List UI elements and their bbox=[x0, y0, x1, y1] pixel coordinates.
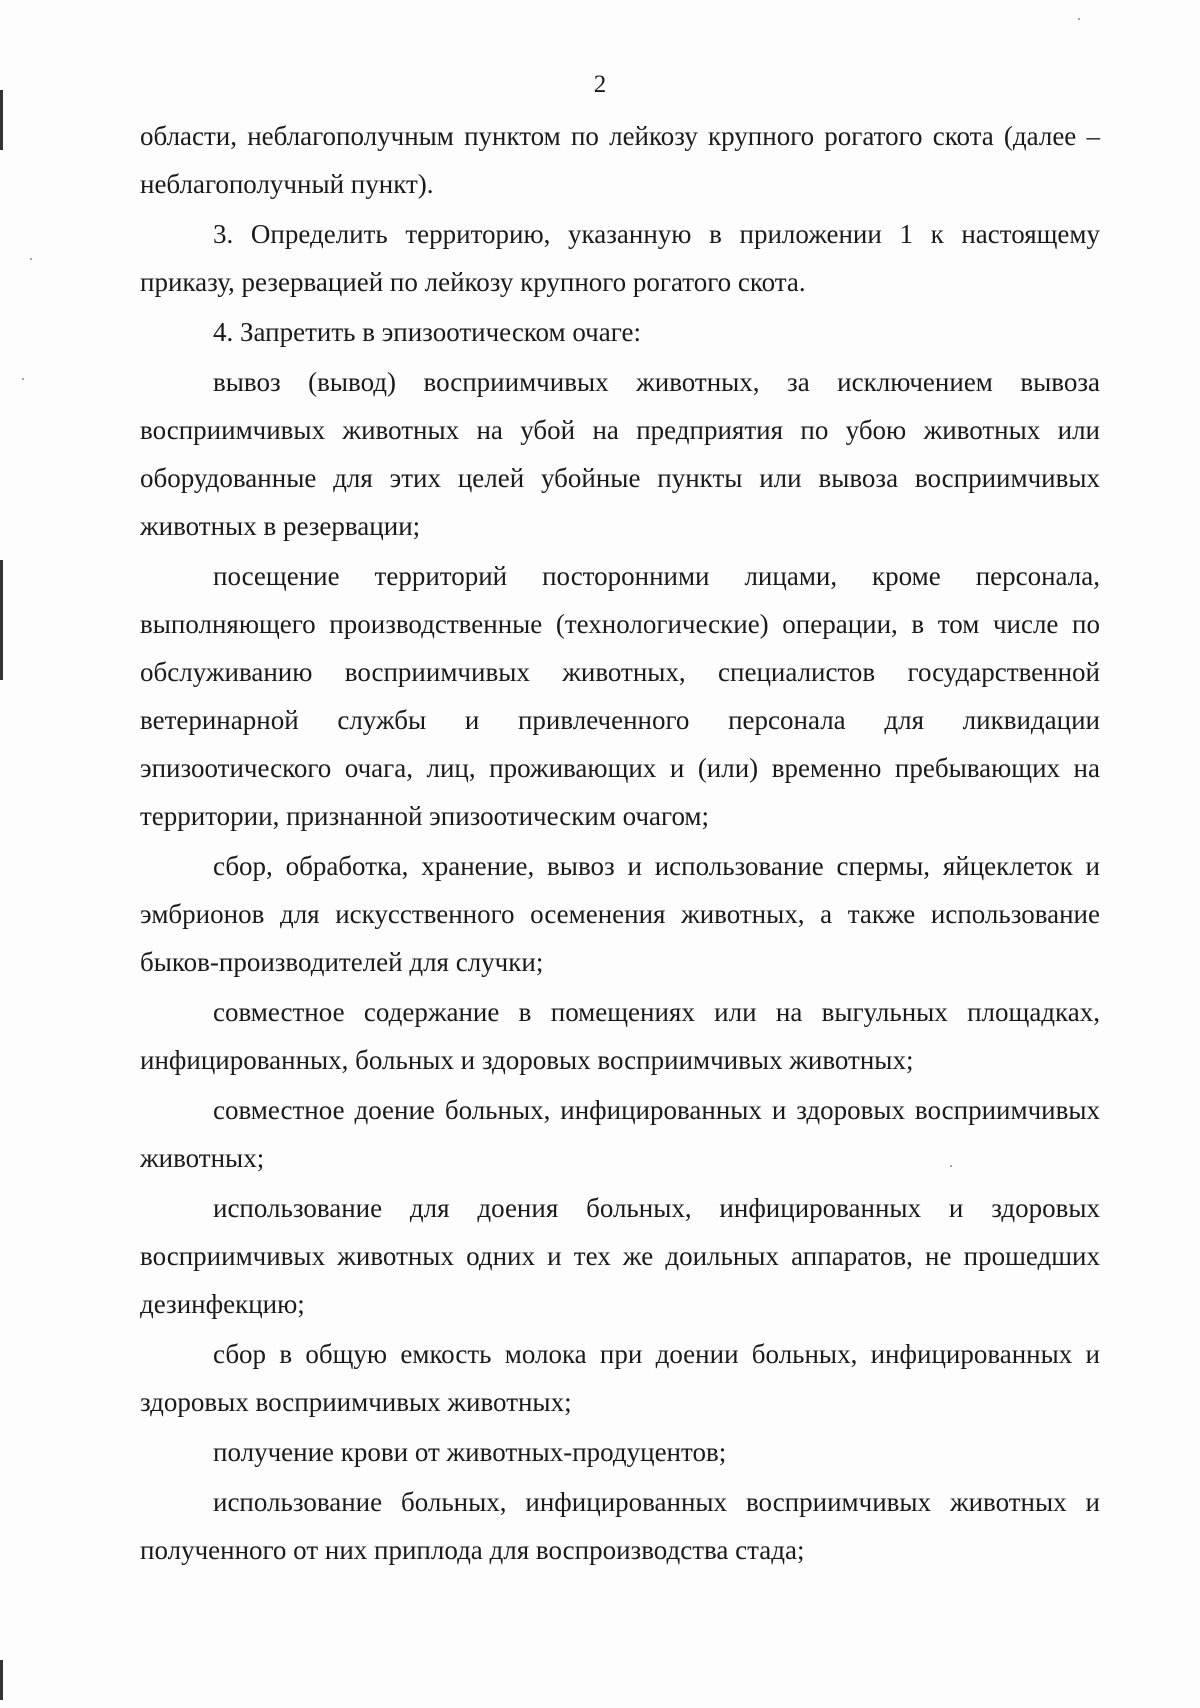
paragraph: 3. Определить территорию, указанную в приложении 1 к настоящему приказу, резервацией по лейкозу крупного рогатого скота. bbox=[140, 219, 1100, 297]
paragraph: 4. Запретить в эпизоотическом очаге: bbox=[213, 317, 641, 347]
paragraph: вывоз (вывод) восприимчивых животных, за исключением вывоза восприимчивых животных на убой на предприятия по убою животных или оборудованные для этих целей убойные пункты или вывоза восприимчивых животных в резервации; bbox=[140, 367, 1100, 541]
scan-speck bbox=[30, 258, 32, 260]
page-number: 2 bbox=[593, 71, 607, 98]
scan-speck bbox=[1078, 18, 1080, 20]
document-body bbox=[140, 112, 1100, 1574]
paragraph: совместное доение больных, инфицированных и здоровых восприимчивых животных; bbox=[140, 1095, 1100, 1173]
scan-edge-mark bbox=[0, 560, 3, 680]
paragraph: сбор в общую емкость молока при доении больных, инфицированных и здоровых восприимчивых животных; bbox=[140, 1339, 1100, 1417]
paragraph: использование больных, инфицированных восприимчивых животных и полученного от них приплода для воспроизводства стада; bbox=[140, 1487, 1100, 1565]
paragraph: получение крови от животных-продуцентов; bbox=[213, 1437, 727, 1467]
paragraph: использование для доения больных, инфицированных и здоровых восприимчивых животных одних и тех же доильных аппаратов, не прошедших дезинфекцию; bbox=[140, 1193, 1100, 1319]
paragraph: сбор, обработка, хранение, вывоз и использование спермы, яйцеклеток и эмбрионов для искусственного осеменения животных, а также использование быков-производителей для случки; bbox=[140, 851, 1100, 977]
paragraph: посещение территорий посторонними лицами, кроме персонала, выполняющего производственные (технологические) операции, в том числе по обслуживанию восприимчивых животных, специалистов государственной ветеринарной службы и привлеченного персонала для ликвидации эпизоотического очага, лиц, проживающих и (или) временно пребывающих на территории, признанной эпизоотическим очагом; bbox=[140, 561, 1100, 831]
paragraph: совместное содержание в помещениях или на выгульных площадках, инфицированных, больных и здоровых восприимчивых животных; bbox=[140, 997, 1100, 1075]
paragraph: области, неблагополучным пунктом по лейкозу крупного рогатого скота (далее – неблагополучный пункт). bbox=[140, 121, 1100, 199]
scan-edge-mark bbox=[0, 1660, 3, 1700]
scan-speck bbox=[22, 378, 24, 380]
